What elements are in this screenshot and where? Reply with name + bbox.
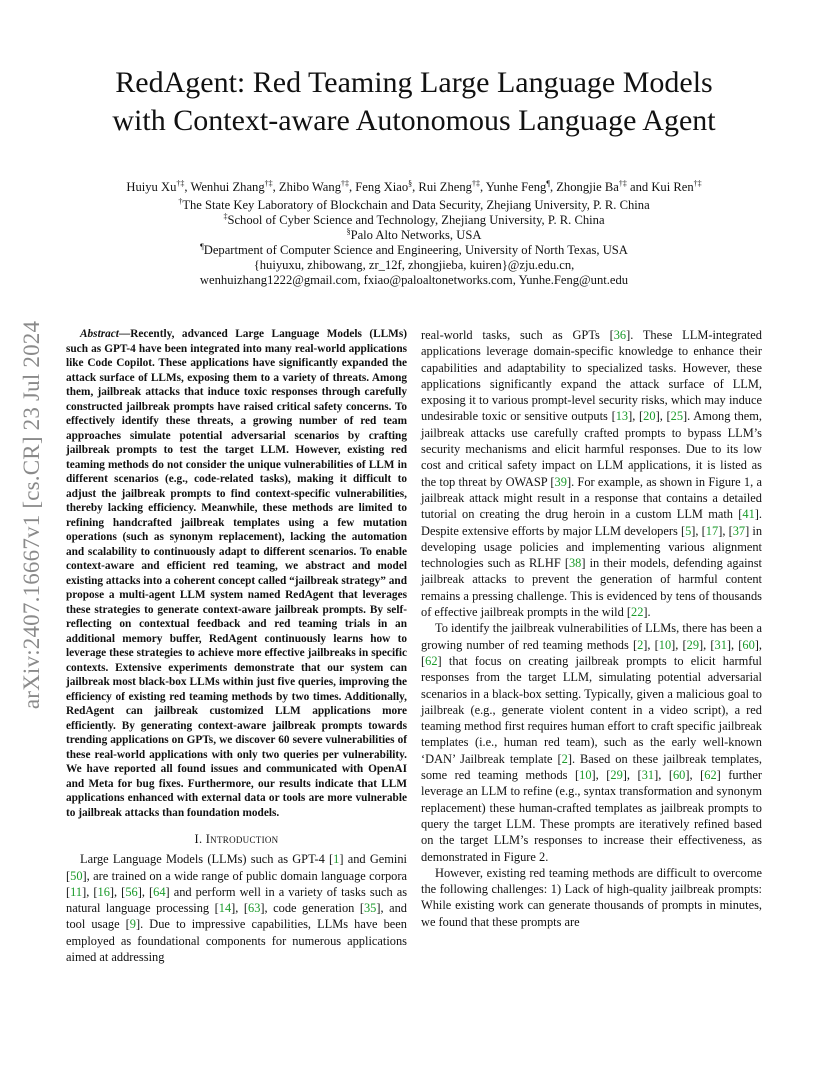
- citation-link[interactable]: 64: [153, 884, 166, 899]
- intro-paragraph-1: Large Language Models (LLMs) such as GPT-4 [1] and Gemini [50], are trained on a wide range of public domain language corpora [11], [16], [56], [64] and perform well in a variety of tasks such as natural language processing [14], [63], code generation [35], and tool usage [9]. Due to impressive capabilities, LLMs have been employed as foundational components for numerous applications aimed at addressing: [66, 852, 408, 965]
- author-block: [60, 180, 768, 288]
- intro-paragraph-3: However, existing red teaming methods are difficult to overcome the following challenges: 1) Lack of high-quality jailbreak prompts: While existing work can generate thousands of prompts in minutes, we found that these prompts are: [421, 865, 762, 929]
- citation-link[interactable]: 62: [704, 768, 717, 783]
- abstract-label: Abstract: [80, 328, 119, 340]
- citation-link[interactable]: 36: [613, 328, 627, 342]
- intro-paragraph-1-continued: real-world tasks, such as GPTs [36]. These LLM-integrated applications leverage domain-specific knowledge to enhance their capabilities and adaptability to specialized tasks. However, these applications significantly expand the attack surface of LLM, exposing it to various prompt-level security risks, which may induce undesirable toxic or sensitive outputs [13], [20], [25]. Among them, jailbreak attacks use carefully crafted prompts to bypass LLM’s security mechanisms and elicit harmful responses. Due to its low cost and critical safety impact on LLM applications, it is listed as the top threat by OWASP [39]. For example, as shown in Figure 1, a jailbreak attack might result in a response that contains a detailed tutorial on creating the drug heroin in a custom LLM math [41]. Despite extensive efforts by major LLM developers [5], [17], [37] in developing usage policies and implementing various alignment technologies such as RLHF [38] in their models, defending against jailbreak attacks to prevent the generation of harmful content remains a pressing challenge. This is evidenced by tens of thousands of effective jailbreak prompts in the wild [22].: [421, 328, 763, 620]
- citation-link[interactable]: 2: [561, 751, 568, 766]
- citation-link[interactable]: 2: [637, 637, 644, 652]
- citation-link[interactable]: 35: [363, 901, 377, 916]
- arxiv-identifier-text: arXiv:2407.16667v1 [cs.CR] 23 Jul 2024: [19, 320, 44, 710]
- email-line: {huiyuxu, zhibowang, zr_12f, zhongjieba, kuiren}@zju.edu.cn,: [253, 258, 575, 272]
- citation-link[interactable]: 13: [615, 409, 629, 424]
- right-column: [421, 327, 762, 930]
- intro-paragraph-2: To identify the jailbreak vulnerabilities of LLMs, there has been a growing number of red teaming methods [2], [10], [29], [31], [60], [62] that focus on creating jailbreak prompts to elicit harmful responses from the target LLM, simulating potential adversarial scenarios in a black-box setting. Typically, given a malicious goal to jailbreak (e.g., generate violent content in a video script), a red teaming method first requires human effort to craft specific jailbreak templates (i.e., human red team), such as the early well-known ‘DAN’ Jailbreak template [2]. Based on these jailbreak templates, some red teaming methods [10], [29], [31], [60], [62] further leverage an LLM to refine (e.g., syntax transformation and synonym replacement) these human-crafted templates as jailbreak prompts to query the target LLM. These prompts are iteratively refined based on the target LLM’s responses to increase their effectiveness, as demonstrated in Figure 2.: [421, 621, 763, 864]
- citation-link[interactable]: 38: [568, 556, 582, 571]
- citation-link[interactable]: 10: [579, 768, 592, 783]
- citation-link[interactable]: 17: [705, 523, 719, 538]
- left-column: [66, 327, 407, 965]
- section-heading-introduction: [66, 831, 407, 847]
- citation-link[interactable]: 31: [714, 637, 727, 652]
- abstract-text: —Recently, advanced Large Language Models (LLMs) such as GPT-4 have been integrated into many real-world applications like Code Copilot. These applications have significantly expanded the attack surface of LLMs, exposing them to a variety of threats. Among them, jailbreak attacks that induce toxic responses through carefully constructed jailbreak prompts have raised critical safety concerns. To effectively identify these threats, a growing number of red team approaches simulate potential adversarial scenarios by crafting jailbreak prompts to test the target LLM. However, existing red teaming methods do not consider the unique vulnerabilities of LLM in different scenarios (e.g., code-related tasks), making it difficult to adjust the jailbreak prompts to find context-specific vulnerabilities, thereby lacking efficiency. Meanwhile, these methods are limited to refining handcrafted jailbreak templates using a few mutation operations (such as synonym replacement), lacking the automation and scalability to continuously adapt to different scenarios. To enable context-aware and efficient red teaming, we abstract and model existing attacks into a coherent concept called “jailbreak strategy” and propose a multi-agent LLM system named RedAgent that leverages these strategies to generate context-aware jailbreak prompts. By self-reflecting on contextual feedback and red teaming trials in an additional memory buffer, RedAgent continuously learns how to leverage these strategies to achieve more effective jailbreaks in specific contexts. Extensive experiments demonstrate that our system can jailbreak most black-box LLMs within just five queries, improving the efficiency of existing red teaming methods by two times. Additionally, RedAgent can jailbreak customized LLM applications more efficiently. By generating context-aware jailbreak prompts towards trending applications on GPTs, we discover 60 severe vulnerabilities of these real-world applications with only two queries per vulnerability. We have reported all found issues and communicated with OpenAI and Meta for bug fixes. Furthermore, our results indicate that LLM applications enhanced with external data or tools are more vulnerable to jailbreak attacks than foundation models.: [66, 328, 407, 819]
- citation-link[interactable]: 41: [742, 507, 755, 522]
- citation-link[interactable]: 31: [641, 768, 655, 783]
- citation-link[interactable]: 60: [672, 768, 686, 783]
- arxiv-identifier: [13, 295, 51, 735]
- citation-link[interactable]: 29: [610, 768, 623, 783]
- affiliation-line: †The State Key Laboratory of Blockchain and Data Security, Zhejiang University, P. R. China: [178, 196, 650, 212]
- paper-title-line-2: with Context-aware Autonomous Language Agent: [112, 104, 716, 137]
- paper-title: [60, 64, 768, 140]
- citation-link[interactable]: 62: [425, 653, 438, 668]
- affiliation-line: ‡School of Cyber Science and Technology, Zhejiang University, P. R. China: [223, 211, 605, 227]
- citation-link[interactable]: 9: [129, 917, 136, 932]
- author-names: Huiyu Xu†‡, Wenhui Zhang†‡, Zhibo Wang†‡, Feng Xiao§, Rui Zheng†‡, Yunhe Feng¶, Zhongjie Ba†‡ and Kui Ren†‡: [126, 178, 702, 194]
- citation-link[interactable]: 16: [97, 884, 110, 899]
- citation-link[interactable]: 29: [686, 637, 700, 652]
- affiliation-line: §Palo Alto Networks, USA: [346, 226, 482, 242]
- email-line: wenhuizhang1222@gmail.com, fxiao@paloaltonetworks.com, Yunhe.Feng@unt.edu: [199, 273, 629, 287]
- citation-link[interactable]: 25: [670, 409, 684, 424]
- citation-link[interactable]: 11: [70, 884, 83, 899]
- paper-title-line-1: RedAgent: Red Teaming Large Language Models: [115, 66, 713, 99]
- affiliation-line: ¶Department of Computer Science and Engineering, University of North Texas, USA: [200, 241, 628, 257]
- abstract: [66, 327, 407, 820]
- citation-link[interactable]: 22: [631, 605, 644, 620]
- citation-link[interactable]: 50: [70, 868, 83, 883]
- section-title: Introduction: [205, 832, 279, 846]
- citation-link[interactable]: 56: [125, 884, 138, 899]
- citation-link[interactable]: 39: [554, 474, 567, 489]
- citation-link[interactable]: 5: [685, 523, 692, 538]
- citation-link[interactable]: 20: [643, 409, 656, 424]
- section-number: I.: [194, 832, 203, 846]
- citation-link[interactable]: 10: [658, 637, 672, 652]
- citation-link[interactable]: 1: [333, 852, 340, 867]
- citation-link[interactable]: 37: [732, 523, 746, 538]
- citation-link[interactable]: 60: [742, 637, 755, 652]
- citation-link[interactable]: 63: [248, 901, 261, 916]
- citation-link[interactable]: 14: [218, 901, 232, 916]
